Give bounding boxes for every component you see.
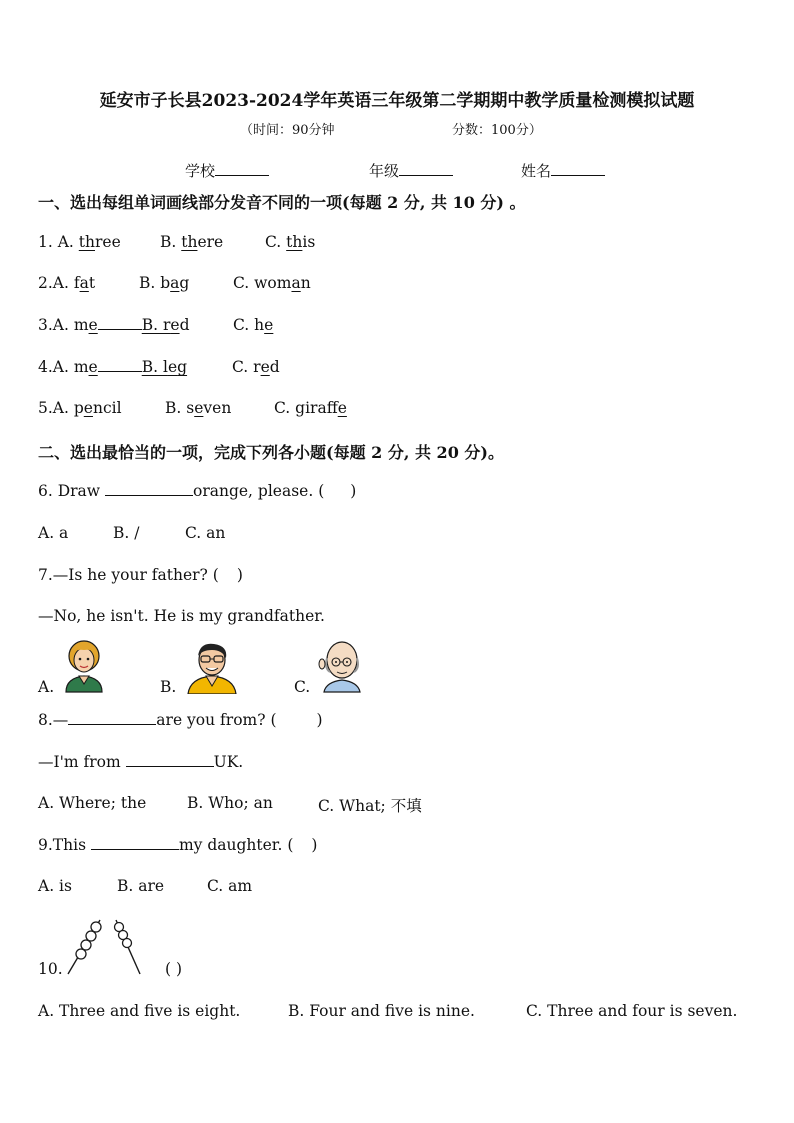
- q7-label-b: B.: [160, 678, 177, 696]
- question-8: 8.— are you from? ( ): [38, 711, 323, 729]
- question-9: 9.This my daughter. ( ): [38, 836, 318, 854]
- q6-option-a: A. a: [38, 524, 69, 542]
- school-label: 学校: [185, 162, 216, 180]
- q10-number: 10.: [38, 960, 63, 978]
- name-field: [521, 160, 605, 181]
- grade-blank[interactable]: [399, 175, 453, 176]
- q6-blank[interactable]: [105, 495, 193, 496]
- q10-option-b: B. Four and five is nine.: [288, 1002, 475, 1020]
- q9-option-c: C. am: [207, 877, 253, 895]
- q3-option-c: C. he: [233, 316, 274, 334]
- school-field: [185, 160, 269, 181]
- q8-option-b: B. Who; an: [187, 794, 273, 812]
- q6-option-c: C. an: [185, 524, 226, 542]
- question-2: 2.A. fat: [38, 274, 96, 292]
- name-label: 姓名: [521, 162, 552, 180]
- q5-option-b: B. seven: [165, 399, 232, 417]
- question-7: 7.—Is he your father? ( ): [38, 566, 243, 584]
- school-blank[interactable]: [215, 175, 269, 176]
- q8-option-a: A. Where; the: [38, 794, 147, 812]
- q10-option-a: A. Three and five is eight.: [38, 1002, 241, 1020]
- q1-option-a: A. three: [57, 233, 121, 251]
- grandfather-picture: [316, 638, 362, 694]
- question-1: [38, 233, 121, 251]
- q10-answer-paren: ( ): [165, 960, 183, 978]
- q1-option-c: C. this: [265, 233, 316, 251]
- q7-label-c: C.: [294, 678, 311, 696]
- q7-answer: —No, he isn't. He is my grandfather.: [38, 607, 325, 625]
- page-title: 延安市子长县2023-2024学年英语三年级第二学期期中教学质量检测模拟试题: [99, 91, 695, 111]
- q8-blank-2[interactable]: [126, 766, 214, 767]
- woman-picture: [60, 640, 108, 694]
- q6-option-b: B. /: [113, 524, 140, 542]
- question-4: 4.A. me B. leg: [38, 358, 188, 376]
- bead-skewers-picture: [60, 916, 150, 978]
- q8-line-2: —I'm from UK.: [38, 753, 244, 771]
- question-6: 6. Draw orange, please. ( ): [38, 482, 357, 500]
- time-label: （时间：90分钟: [240, 123, 335, 138]
- q1-number: 1.: [38, 233, 58, 251]
- father-picture: [184, 640, 240, 694]
- score-label: 分数：100分）: [452, 123, 542, 138]
- question-5: 5.A. pencil: [38, 399, 122, 417]
- grade-label: 年级: [369, 162, 400, 180]
- q9-blank[interactable]: [91, 849, 179, 850]
- q10-option-c: C. Three and four is seven.: [526, 1002, 738, 1020]
- section2-heading: 二、选出最恰当的一项，完成下列各小题(每题 2 分, 共 20 分)。: [38, 443, 504, 462]
- q2-option-c: C. woman: [233, 274, 311, 292]
- q3-option-a: A. me: [53, 316, 142, 334]
- q2-option-a: A. fat: [52, 274, 96, 292]
- q5-option-a: A. pencil: [52, 399, 122, 417]
- q9-option-a: A. is: [38, 877, 72, 895]
- q9-option-b: B. are: [117, 877, 165, 895]
- q8-option-c: C. What; 不填: [318, 797, 422, 815]
- q4-option-c: C. red: [232, 358, 280, 376]
- q5-option-c: C. giraffe: [274, 399, 347, 417]
- q8-blank-1[interactable]: [68, 724, 156, 725]
- q3-option-b: B. re: [141, 316, 180, 334]
- section1-heading: 一、选出每组单词画线部分发音不同的一项(每题 2 分, 共 10 分) 。: [38, 193, 526, 212]
- q1-option-b: B. there: [160, 233, 224, 251]
- name-blank[interactable]: [551, 175, 605, 176]
- q4-option-b: B. leg: [141, 358, 188, 376]
- question-3: 3.A. me B. red: [38, 316, 190, 334]
- q4-option-a: A. me: [53, 358, 142, 376]
- grade-field: [369, 160, 453, 181]
- q2-option-b: B. bag: [139, 274, 190, 292]
- q7-label-a: A.: [38, 678, 55, 696]
